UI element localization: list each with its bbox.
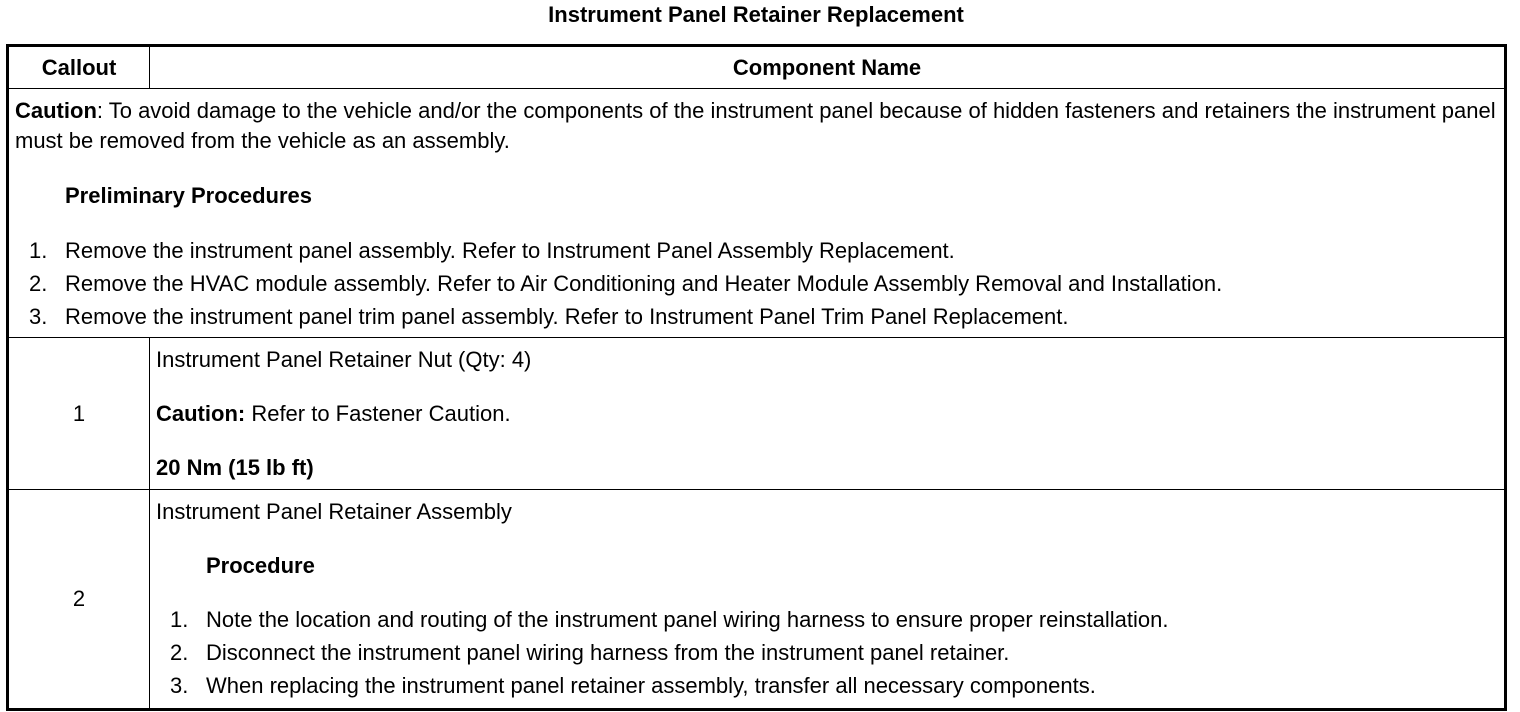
list-item [15,267,1498,300]
component-cell [150,490,1506,710]
table-header-row [8,46,1506,89]
table-row [8,338,1506,490]
component-name: Instrument Panel Retainer Assembly [156,499,512,524]
list-item [156,603,1498,636]
step-text: Disconnect the instrument panel wiring harness from the instrument panel retainer. [206,640,1010,665]
step-text: When replacing the instrument panel retainer assembly, transfer all necessary components. [206,673,1096,698]
procedure-table [6,44,1507,711]
step-number: 3. [170,673,189,698]
step-text: Remove the HVAC module assembly. Refer to Air Conditioning and Heater Module Assembly Removal and Installation. [65,271,1223,296]
callout-number: 1 [8,338,150,490]
fastener-caution [156,399,1498,429]
list-item [156,636,1498,669]
step-number: 1. [29,238,48,263]
step-number: 2. [170,640,189,665]
list-item [15,300,1498,333]
fastener-caution-text: Refer to Fastener Caution. [245,401,511,426]
step-number: 3. [29,304,48,329]
step-number: 2. [29,271,48,296]
step-text: Remove the instrument panel trim panel assembly. Refer to Instrument Panel Trim Panel Replacement. [65,304,1069,329]
table-row [8,490,1506,710]
component-cell [150,338,1506,490]
procedure-heading: Procedure [206,553,315,578]
procedure-steps [156,603,1498,702]
step-text: Remove the instrument panel assembly. Refer to Instrument Panel Assembly Replacement. [65,238,955,263]
caution-label: Caution [15,98,97,123]
header-callout: Callout [8,46,150,89]
preliminary-heading: Preliminary Procedures [65,183,313,208]
callout-number: 2 [8,490,150,710]
preliminary-steps [15,234,1498,333]
step-number: 1. [170,607,189,632]
component-name: Instrument Panel Retainer Nut (Qty: 4) [156,347,532,372]
torque-spec: 20 Nm (15 lb ft) [156,455,314,480]
list-item [15,234,1498,267]
caution-row [8,89,1506,338]
caution-text: : To avoid damage to the vehicle and/or the components of the instrument panel because of hidden fasteners and retainers the instrument panel must be removed from the vehicle as an assembly. [15,98,1496,153]
step-text: Note the location and routing of the instrument panel wiring harness to ensure proper reinstallation. [206,607,1169,632]
caution-cell [8,89,1506,338]
page-title: Instrument Panel Retainer Replacement [548,2,964,27]
list-item [156,669,1498,702]
fastener-caution-label: Caution: [156,401,246,426]
header-component-name: Component Name [150,46,1506,89]
caution-paragraph [15,96,1498,156]
